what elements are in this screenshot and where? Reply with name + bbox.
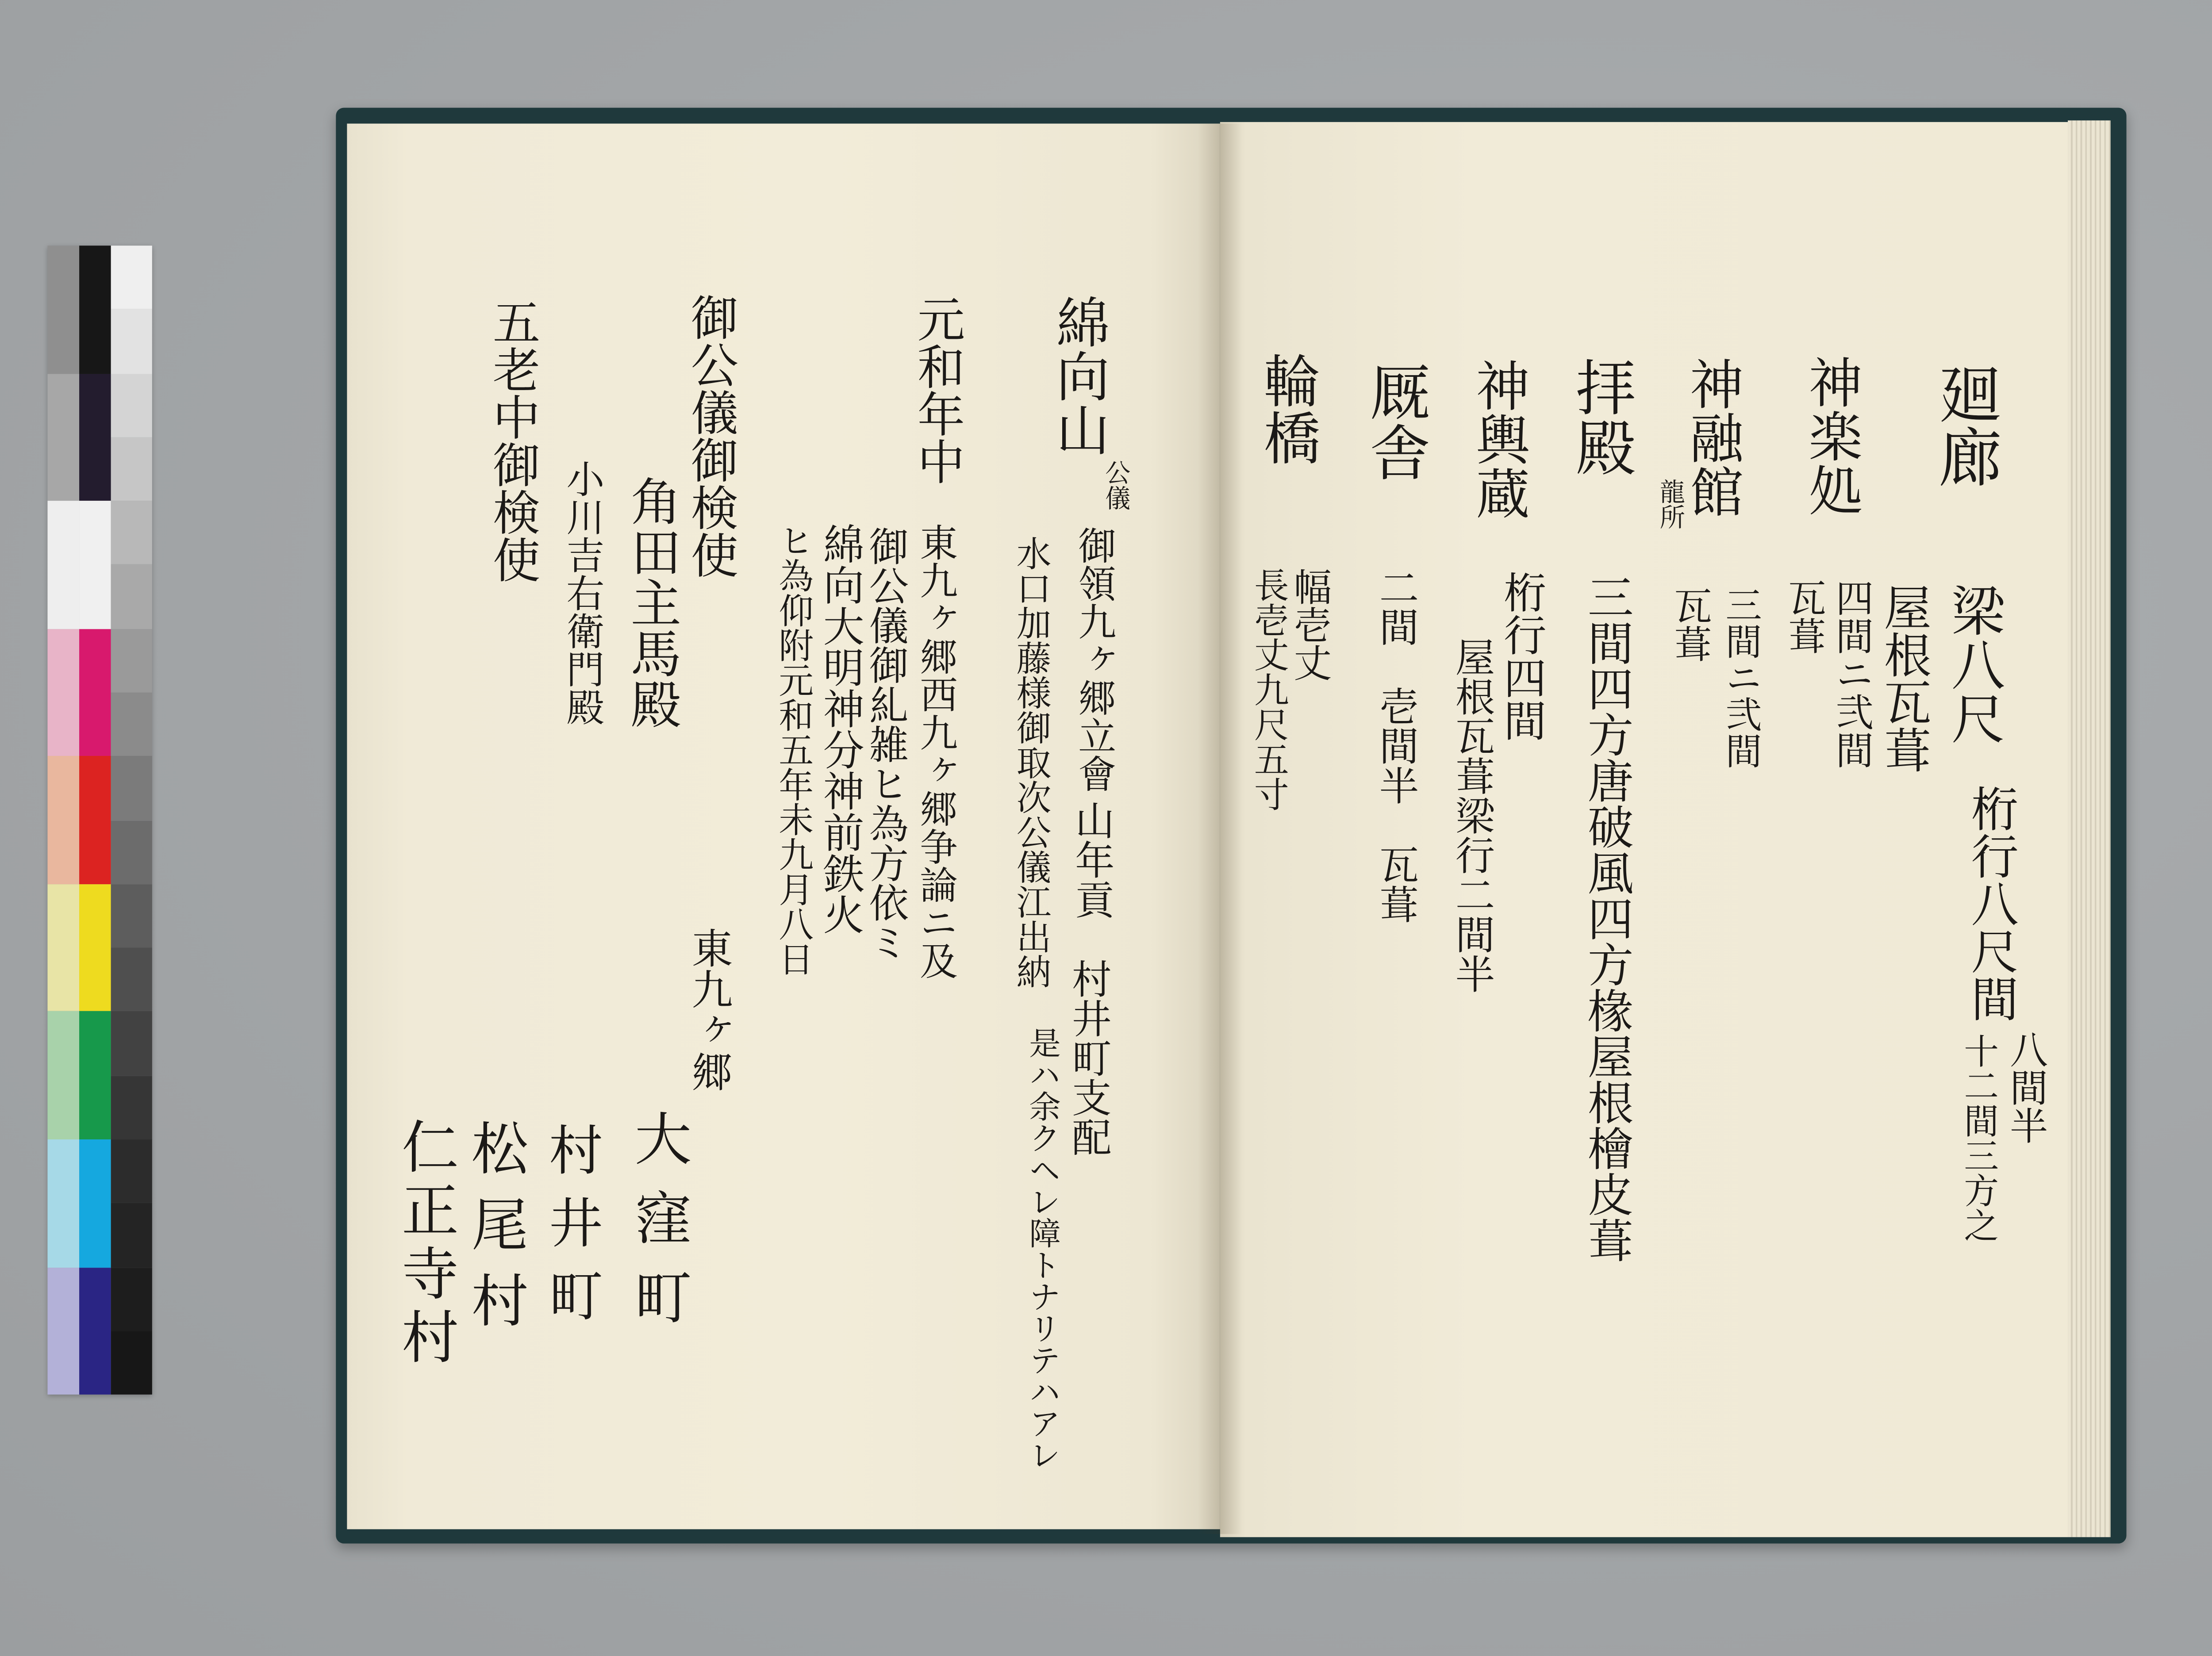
color-patch — [111, 1075, 152, 1139]
color-patch — [47, 1139, 79, 1267]
color-patch — [111, 693, 152, 756]
watamukiyama-intermediary: 水口加藤様御取次公儀江出納 — [1011, 535, 1051, 989]
watamukiyama-control: 村井町支配 — [1066, 958, 1113, 1157]
color-patch — [111, 820, 152, 884]
color-patch — [47, 884, 79, 1012]
kairou-girder: 桁行八尺間 — [1962, 784, 2017, 1022]
book-gutter — [1198, 123, 1242, 1534]
kairou-note-length: 八間半 — [2003, 1030, 2047, 1144]
color-patch — [111, 1012, 152, 1075]
watamukiyama-heading: 綿向山 — [1045, 295, 1110, 456]
color-patch — [79, 373, 111, 501]
color-patch — [47, 501, 79, 629]
rinkyo-heading: 輪橋 — [1255, 352, 1320, 466]
color-patch — [111, 245, 152, 309]
color-patch — [79, 1012, 111, 1139]
genna-heading: 元和年中 — [908, 295, 964, 485]
color-patch — [79, 1267, 111, 1395]
mikoshigura-heading: 神輿蔵 — [1466, 358, 1529, 520]
color-patch — [111, 310, 152, 373]
color-patch — [111, 1331, 152, 1395]
kenshi-name: 小川吉右衛門殿 — [559, 460, 604, 726]
genna-line: 東九ヶ郷西九ヶ郷争論ニ及 — [913, 523, 957, 980]
color-patch — [79, 501, 111, 629]
village-name: 松尾村 — [462, 1119, 528, 1347]
genna-line: 御公儀御糺雑ヒ為方依ミ — [863, 526, 910, 962]
village-name: 大窪町 — [626, 1109, 691, 1347]
color-patch — [111, 437, 152, 501]
village-name: 村井町 — [538, 1122, 603, 1341]
village-name: 仁正寺村 — [393, 1117, 458, 1371]
color-patch — [47, 373, 79, 501]
right-page — [1220, 122, 2068, 1537]
kagura-size: 四間ニ弐間 — [1828, 578, 1873, 769]
umaya-spec: 二間 壱間半 瓦葺 — [1374, 567, 1420, 924]
color-patch — [111, 948, 152, 1012]
color-patch — [79, 756, 111, 884]
color-patch — [111, 1267, 152, 1330]
villages-label: 東九ヶ郷 — [684, 927, 732, 1092]
color-patch — [79, 1139, 111, 1267]
rinkyo-length: 長壱丈九尺五寸 — [1248, 567, 1288, 812]
color-patch — [111, 756, 152, 820]
tint-patch-column — [47, 245, 79, 1395]
shinyukan-heading: 神融館 — [1679, 356, 1743, 518]
kagura-heading: 神楽処 — [1798, 355, 1862, 517]
color-patch — [111, 373, 152, 437]
shinyukan-note: 龍所 — [1655, 478, 1686, 529]
color-calibration-chart — [47, 245, 152, 1395]
color-patch — [47, 1267, 79, 1395]
genna-line: 綿向大明神分神前鉄火 — [816, 523, 864, 935]
haiden-spec: 三間四方唐破風四方椽屋根檜皮葺 — [1581, 573, 1636, 1263]
kenshi-name: 角田主馬殿 — [622, 475, 683, 729]
color-patch — [111, 1139, 152, 1203]
shinyukan-roof: 瓦葺 — [1667, 586, 1712, 663]
color-patch — [47, 629, 79, 756]
kenshi-heading: 御公儀御検使 — [681, 293, 737, 579]
color-patch — [111, 629, 152, 692]
color-patch — [47, 1012, 79, 1139]
umaya-heading: 厩舎 — [1359, 361, 1429, 482]
genna-line: ヒ為仰附元和五年未九月八日 — [773, 523, 813, 976]
color-patch — [111, 1203, 152, 1267]
color-patch — [47, 756, 79, 884]
shinyukan-size: 三間ニ弐間 — [1719, 586, 1761, 769]
haiden-heading: 拝殿 — [1565, 356, 1636, 477]
mikoshigura-roof: 屋根瓦葺梁行二間半 — [1450, 637, 1496, 994]
solid-patch-column — [79, 245, 111, 1395]
color-patch — [111, 501, 152, 565]
color-patch — [79, 245, 111, 373]
watamukiyama-tribute: 山年貢 — [1069, 800, 1116, 920]
watamukiyama-remark: 是ハ余クヘレ障トナリテハアレ — [1023, 1027, 1062, 1471]
goroju-heading: 五老中御検使 — [483, 298, 539, 583]
kagura-roof: 瓦葺 — [1781, 578, 1826, 655]
kairou-heading: 廻廊 — [1928, 361, 2001, 488]
color-patch — [47, 245, 79, 373]
color-patch — [111, 884, 152, 948]
watamukiyama-territory: 御領九ヶ郷立會 — [1071, 526, 1116, 793]
gray-step-column — [111, 245, 152, 1395]
color-patch — [79, 884, 111, 1012]
kairou-roof: 屋根瓦葺 — [1874, 583, 1930, 774]
watamukiyama-note: 公儀 — [1101, 460, 1132, 510]
kairou-beam: 梁八尺 — [1941, 583, 2005, 745]
color-patch — [79, 629, 111, 756]
page-stack-edge — [2068, 120, 2111, 1537]
rinkyo-width: 幅壱丈 — [1286, 567, 1331, 682]
kairou-note-sides: 十二間三方之 — [1958, 1033, 1998, 1242]
mikoshigura-girder: 桁行四間 — [1496, 570, 1545, 742]
color-patch — [111, 565, 152, 629]
